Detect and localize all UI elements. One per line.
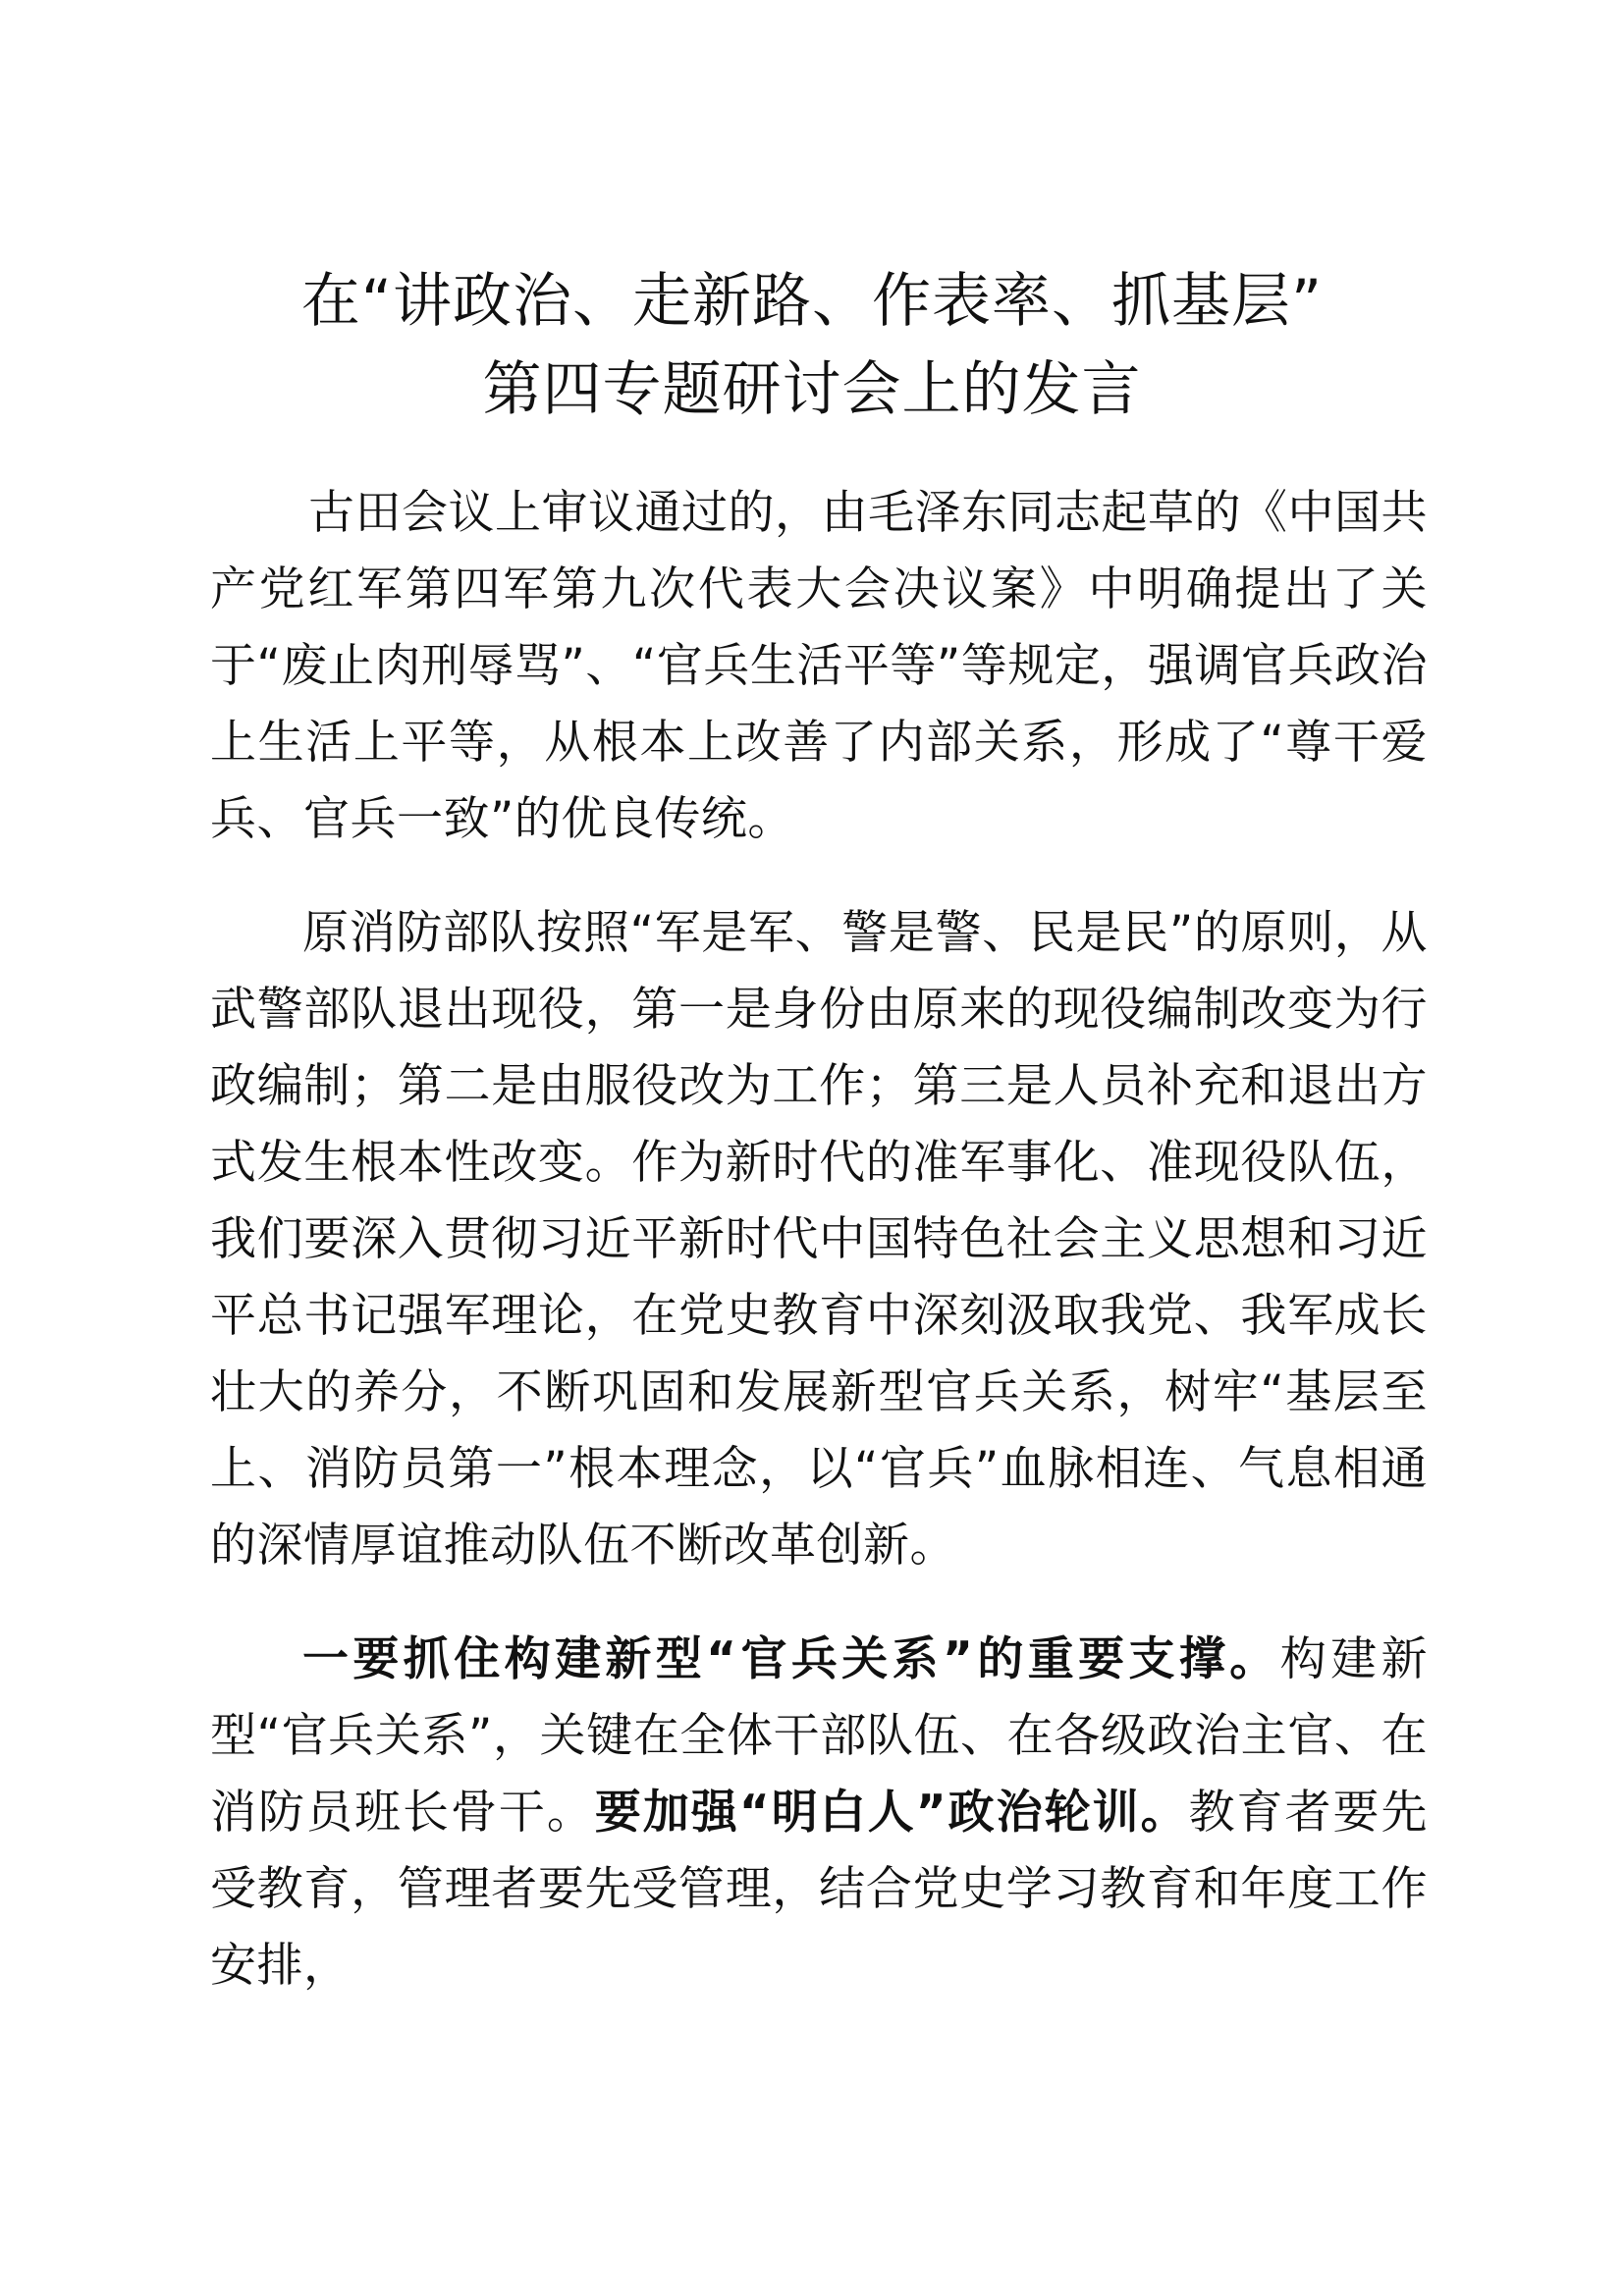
title-line-2: 第四专题研讨会上的发言 [482,355,1142,424]
paragraph-3-subheading: 要加强“明白人”政治轮训。 [594,1786,1189,1840]
paragraph-3 [210,1622,1428,2004]
paragraph-3-text-1: 构建新型“官兵关系”，关键在全体干部队伍、在各级政治主官、在消防员班长骨干。 [210,1632,1429,1840]
paragraph-1: 古田会议上审议通过的，由毛泽东同志起草的《中国共产党红军第四军第九次代表大会决议案》中明确提出了关于“废止肉刑辱骂”、“官兵生活平等”等规定，强调官兵政治上生活上平等，从根本上改善了内部关系，形成了“尊干爱兵、官兵一致”的优良传统。 [210,486,1428,846]
paragraph-3-heading: 一要抓住构建新型“官兵关系”的重要支撑。 [302,1632,1280,1686]
paragraph-2: 原消防部队按照“军是军、警是警、民是民”的原则，从武警部队退出现役，第一是身份由原来的现役编制改变为行政编制；第二是由服役改为工作；第三是人员补充和退出方式发生根本性改变。作为新时代的准军事化、准现役队伍，我们要深入贯彻习近平新时代中国特色社会主义思想和习近平总书记强军理论，在党史教育中深刻汲取我党、我军成长壮大的养分，不断巩固和发展新型官兵关系，树牢“基层至上、消防员第一”根本理念，以“官兵”血脉相连、气息相通的深情厚谊推动队伍不断改革创新。 [210,906,1428,1573]
document-body [210,475,1428,2004]
document-title [196,257,1428,434]
paragraph-3-text-2: 教育者要先受教育，管理者要先受管理，结合党史学习教育和年度工作安排， [210,1786,1429,1993]
title-line-1: 在“讲政治、走新路、作表率、抓基层” [300,267,1324,336]
